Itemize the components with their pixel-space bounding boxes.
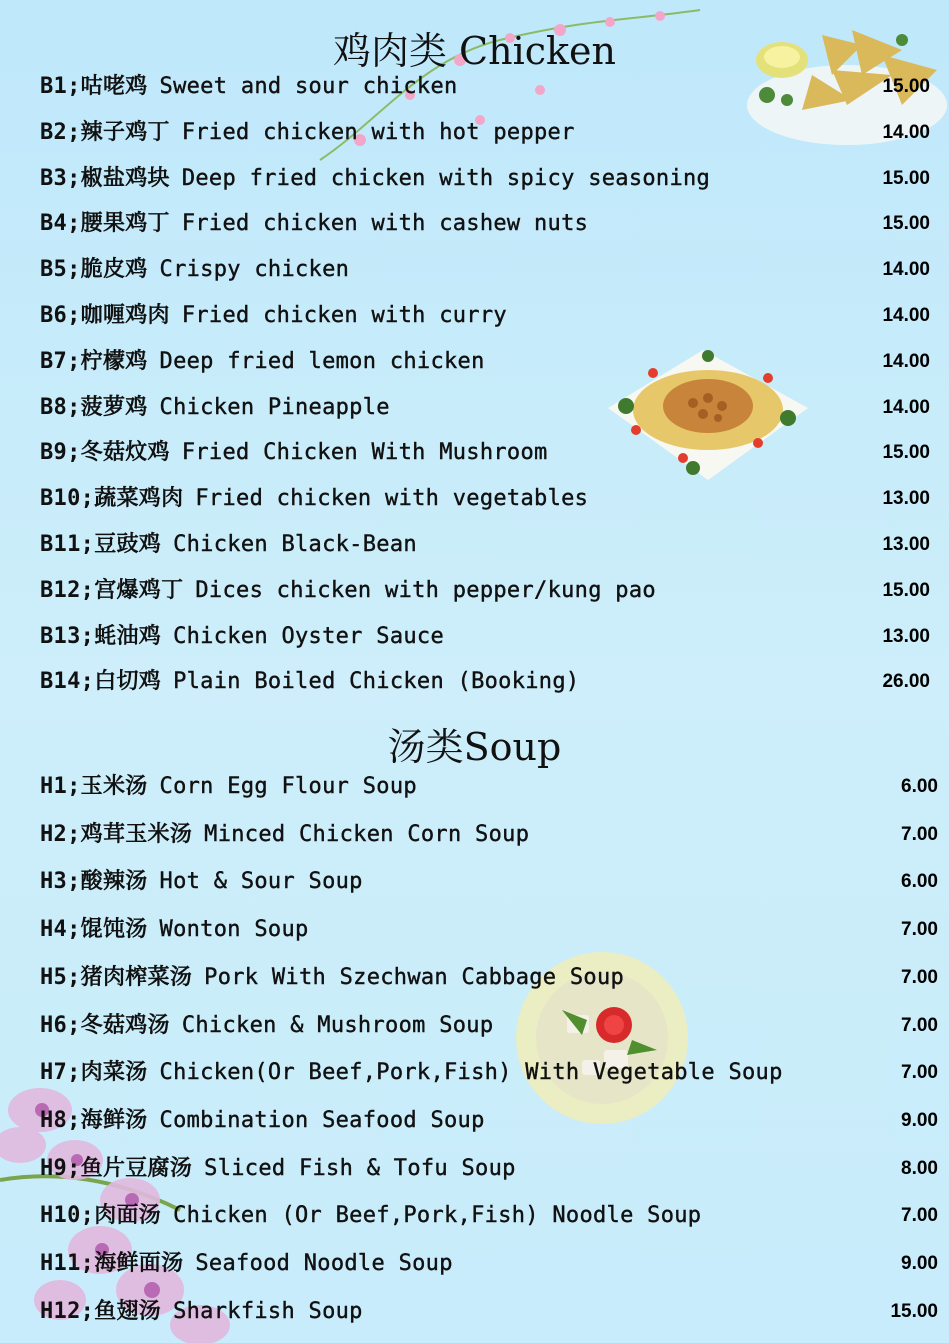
item-price: 15.00: [882, 167, 930, 189]
item-english-name: Sliced Fish & Tofu Soup: [204, 1155, 516, 1181]
item-english-name: Corn Egg Flour Soup: [159, 774, 417, 799]
menu-item-row: [40, 164, 930, 194]
item-price: 14.00: [882, 305, 930, 326]
menu-item-name: [40, 1201, 701, 1231]
menu-item-name: [40, 1154, 516, 1184]
item-chinese-name: 冬菇炆鸡: [80, 440, 170, 466]
item-code: B7;: [40, 348, 81, 374]
menu-item-name: [40, 301, 507, 331]
menu-item-name: [40, 622, 444, 652]
item-english-name: Crispy chicken: [159, 257, 350, 283]
menu-item-row: [40, 209, 930, 239]
item-code: B10;: [40, 486, 95, 512]
item-price: 7.00: [901, 966, 938, 988]
item-code: B6;: [40, 303, 81, 328]
item-code: B9;: [40, 440, 81, 466]
item-chinese-name: 鱼片豆腐汤: [80, 1155, 193, 1181]
item-code: H5;: [40, 964, 81, 990]
menu-item-name: [40, 255, 349, 285]
menu-item-name: [40, 164, 710, 194]
menu-item-row: [40, 1249, 938, 1279]
item-code: H7;: [40, 1060, 81, 1086]
item-code: B3;: [40, 165, 81, 191]
menu-item-row: [40, 1154, 938, 1184]
menu-item-name: [40, 72, 458, 102]
item-chinese-name: 肉面汤: [94, 1203, 162, 1229]
item-code: H4;: [40, 917, 81, 943]
menu-item-row: [40, 1011, 938, 1041]
item-chinese-name: 辣子鸡丁: [80, 119, 170, 145]
item-code: B14;: [40, 669, 95, 695]
item-code: B2;: [40, 119, 81, 145]
item-chinese-name: 咖喱鸡肉: [80, 303, 170, 328]
item-english-name: Hot & Sour Soup: [159, 869, 363, 895]
item-english-name: Deep fried lemon chicken: [159, 348, 485, 374]
item-price: 13.00: [882, 488, 930, 510]
menu-item-row: [40, 1201, 938, 1231]
item-english-name: Chicken Black-Bean: [173, 532, 417, 557]
menu-item-name: [40, 209, 588, 239]
item-english-name: Deep fried chicken with spicy seasoning: [181, 165, 711, 191]
item-chinese-name: 豆豉鸡: [94, 532, 162, 557]
item-code: H9;: [40, 1155, 81, 1181]
menu-item-row: [40, 530, 930, 560]
item-price: 14.00: [882, 121, 930, 143]
menu-item-name: [40, 1011, 493, 1041]
item-english-name: Fried chicken with hot pepper: [181, 119, 575, 145]
item-english-name: Wonton Soup: [159, 917, 309, 943]
menu-item-row: [40, 915, 938, 945]
item-english-name: Fried Chicken With Mushroom: [181, 440, 548, 466]
menu-item-name: [40, 915, 309, 945]
item-chinese-name: 鱼翅汤: [94, 1298, 162, 1324]
menu-item-name: [40, 1106, 485, 1136]
menu-item-row: [40, 118, 930, 148]
item-price: 13.00: [882, 625, 930, 647]
item-code: H1;: [40, 774, 81, 799]
menu-item-name: [40, 576, 656, 606]
menu-item-name: [40, 772, 417, 802]
menu-item-row: [40, 1106, 938, 1136]
item-english-name: Chicken Pineapple: [159, 394, 390, 420]
menu-item-row: [40, 867, 938, 897]
item-price: 7.00: [901, 919, 938, 941]
item-price: 26.00: [882, 671, 930, 693]
menu-item-row: [40, 667, 930, 697]
menu-item-name: [40, 347, 485, 377]
item-price: 7.00: [901, 1014, 938, 1036]
item-chinese-name: 菠萝鸡: [80, 394, 148, 420]
item-price: 14.00: [882, 350, 930, 372]
item-chinese-name: 椒盐鸡块: [80, 165, 170, 191]
item-price: 7.00: [901, 1205, 938, 1227]
item-code: B13;: [40, 623, 95, 649]
item-code: H12;: [40, 1298, 95, 1324]
menu-item-name: [40, 1297, 363, 1327]
item-price: 6.00: [901, 776, 938, 797]
soup-section-title: 汤类Soup: [387, 725, 562, 769]
item-code: H3;: [40, 869, 81, 895]
item-chinese-name: 馄饨汤: [80, 917, 148, 943]
item-code: H2;: [40, 821, 81, 847]
menu-item-row: [40, 963, 938, 993]
item-english-name: Combination Seafood Soup: [159, 1107, 485, 1133]
menu-item-row: [40, 72, 930, 102]
item-english-name: Chicken (Or Beef,Pork,Fish) Noodle Soup: [173, 1203, 702, 1229]
item-english-name: Plain Boiled Chicken (Booking): [173, 669, 580, 695]
item-price: 13.00: [882, 534, 930, 555]
menu-item-row: [40, 1297, 938, 1327]
menu-item-row: [40, 484, 930, 514]
menu-item-name: [40, 1058, 783, 1088]
item-code: H8;: [40, 1107, 81, 1133]
item-chinese-name: 腰果鸡丁: [80, 211, 170, 237]
item-code: H10;: [40, 1203, 95, 1229]
item-chinese-name: 玉米汤: [80, 774, 148, 799]
menu-item-row: [40, 255, 930, 285]
item-price: 9.00: [901, 1109, 938, 1131]
menu-item-row: [40, 438, 930, 468]
menu-item-row: [40, 393, 930, 423]
item-code: B11;: [40, 532, 95, 557]
item-chinese-name: 猪肉榨菜汤: [80, 964, 193, 990]
menu-item-row: [40, 772, 938, 802]
item-english-name: Minced Chicken Corn Soup: [204, 821, 530, 847]
item-price: 8.00: [901, 1157, 938, 1179]
item-code: B1;: [40, 74, 81, 99]
chicken-section-title: 鸡肉类 Chicken: [332, 29, 617, 73]
menu-item-row: [40, 347, 930, 377]
menu-item-name: [40, 118, 575, 148]
item-english-name: Chicken & Mushroom Soup: [181, 1012, 494, 1038]
item-code: B4;: [40, 211, 81, 237]
item-price: 14.00: [882, 259, 930, 281]
item-code: B12;: [40, 577, 95, 603]
item-price: 14.00: [882, 396, 930, 418]
item-english-name: Seafood Noodle Soup: [195, 1251, 453, 1276]
item-chinese-name: 海鲜面汤: [94, 1251, 184, 1276]
item-price: 7.00: [901, 823, 938, 845]
item-price: 15.00: [890, 1300, 938, 1322]
menu-item-row: [40, 622, 930, 652]
menu-item-name: [40, 867, 363, 897]
item-chinese-name: 蚝油鸡: [94, 623, 162, 649]
item-code: B8;: [40, 394, 81, 420]
item-english-name: Fried chicken with cashew nuts: [181, 211, 589, 237]
menu-item-name: [40, 484, 588, 514]
item-code: H11;: [40, 1251, 95, 1276]
item-chinese-name: 冬菇鸡汤: [80, 1012, 170, 1038]
item-code: H6;: [40, 1012, 81, 1038]
item-chinese-name: 酸辣汤: [80, 869, 148, 895]
item-chinese-name: 宫爆鸡丁: [94, 577, 184, 603]
item-english-name: Sharkfish Soup: [173, 1298, 363, 1324]
menu-item-name: [40, 820, 529, 850]
item-code: B5;: [40, 257, 81, 283]
item-english-name: Dices chicken with pepper/kung pao: [195, 577, 656, 603]
item-price: 7.00: [901, 1062, 938, 1084]
item-price: 15.00: [882, 442, 930, 464]
item-english-name: Sweet and sour chicken: [159, 74, 458, 99]
menu-item-name: [40, 1249, 453, 1279]
item-english-name: Pork With Szechwan Cabbage Soup: [204, 964, 625, 990]
item-chinese-name: 咕咾鸡: [80, 74, 148, 99]
item-english-name: Chicken Oyster Sauce: [173, 623, 444, 649]
item-chinese-name: 柠檬鸡: [80, 348, 148, 374]
item-english-name: Chicken(Or Beef,Pork,Fish) With Vegetable Soup: [159, 1060, 783, 1086]
item-english-name: Fried chicken with vegetables: [195, 486, 589, 512]
item-price: 15.00: [882, 213, 930, 235]
item-price: 15.00: [882, 579, 930, 601]
item-price: 15.00: [882, 76, 930, 97]
item-price: 9.00: [901, 1253, 938, 1274]
menu-item-name: [40, 963, 624, 993]
item-chinese-name: 蔬菜鸡肉: [94, 486, 184, 512]
menu-item-name: [40, 438, 548, 468]
menu-item-name: [40, 667, 579, 697]
menu-item-row: [40, 1058, 938, 1088]
menu-item-row: [40, 576, 930, 606]
item-chinese-name: 白切鸡: [94, 669, 162, 695]
item-english-name: Fried chicken with curry: [181, 303, 507, 328]
menu-item-name: [40, 530, 417, 560]
item-chinese-name: 脆皮鸡: [80, 257, 148, 283]
item-chinese-name: 鸡茸玉米汤: [80, 821, 193, 847]
item-chinese-name: 肉菜汤: [80, 1060, 148, 1086]
item-chinese-name: 海鲜汤: [80, 1107, 148, 1133]
menu-item-name: [40, 393, 390, 423]
menu-item-row: [40, 820, 938, 850]
menu-item-row: [40, 301, 930, 331]
item-price: 6.00: [901, 871, 938, 893]
